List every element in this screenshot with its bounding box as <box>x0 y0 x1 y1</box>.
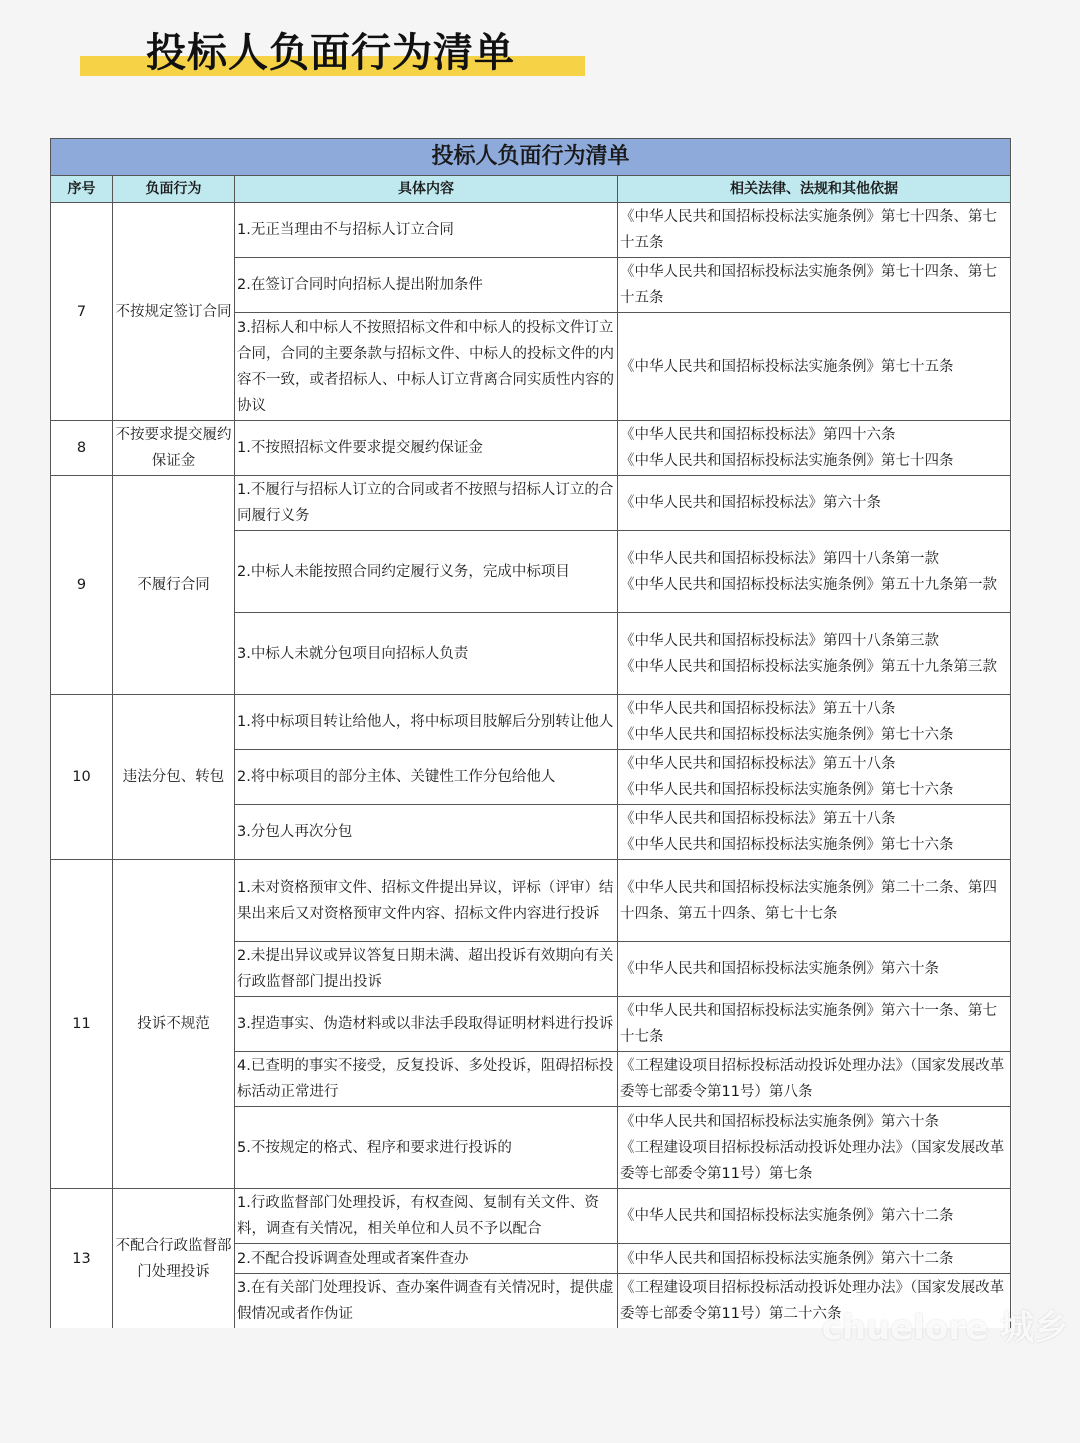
legal-basis-cell: 《中华人民共和国招标投标法》第五十八条 《中华人民共和国招标投标法实施条例》第七十六条 <box>618 805 1011 860</box>
header-behavior: 负面行为 <box>113 176 235 203</box>
legal-basis-cell: 《中华人民共和国招标投标法实施条例》第七十四条、第七十五条 <box>618 203 1011 258</box>
content-cell: 1.行政监督部门处理投诉，有权查阅、复制有关文件、资料，调查有关情况，相关单位和人员不予以配合 <box>235 1189 618 1244</box>
content-cell: 2.将中标项目的部分主体、关键性工作分包给他人 <box>235 750 618 805</box>
content-cell: 3.中标人未就分包项目向招标人负责 <box>235 613 618 695</box>
legal-basis-cell: 《中华人民共和国招标投标法实施条例》第六十条 <box>618 942 1011 997</box>
negative-behavior-cell: 不履行合同 <box>113 476 235 695</box>
row-number: 13 <box>51 1189 113 1329</box>
negative-behavior-cell: 不按要求提交履约保证金 <box>113 421 235 476</box>
header-number: 序号 <box>51 176 113 203</box>
legal-basis-cell: 《中华人民共和国招标投标法》第五十八条 《中华人民共和国招标投标法实施条例》第七十六条 <box>618 695 1011 750</box>
legal-basis-cell: 《中华人民共和国招标投标法》第四十八条第三款 《中华人民共和国招标投标法实施条例》第五十九条第三款 <box>618 613 1011 695</box>
legal-basis-cell: 《中华人民共和国招标投标法实施条例》第七十四条、第七十五条 <box>618 258 1011 313</box>
table-row <box>51 421 1011 476</box>
content-cell: 1.未对资格预审文件、招标文件提出异议，评标（评审）结果出来后又对资格预审文件内容、招标文件内容进行投诉 <box>235 860 618 942</box>
row-number: 9 <box>51 476 113 695</box>
table-caption: 投标人负面行为清单 <box>51 139 1011 176</box>
table-row <box>51 203 1011 258</box>
page-title: 投标人负面行为清单 <box>146 30 515 76</box>
negative-behavior-cell: 不按规定签订合同 <box>113 203 235 421</box>
legal-basis-cell: 《中华人民共和国招标投标法实施条例》第六十一条、第七十七条 <box>618 997 1011 1052</box>
legal-basis-cell: 《中华人民共和国招标投标法实施条例》第六十二条 <box>618 1189 1011 1244</box>
legal-basis-cell: 《中华人民共和国招标投标法实施条例》第二十二条、第四十四条、第五十四条、第七十七条 <box>618 860 1011 942</box>
table-body <box>51 203 1011 1329</box>
legal-basis-cell: 《工程建设项目招标投标活动投诉处理办法》（国家发展改革委等七部委令第11号）第八条 <box>618 1052 1011 1107</box>
content-cell: 1.不按照招标文件要求提交履约保证金 <box>235 421 618 476</box>
content-cell: 3.分包人再次分包 <box>235 805 618 860</box>
content-cell: 3.在有关部门处理投诉、查办案件调查有关情况时，提供虚假情况或者作伪证 <box>235 1274 618 1329</box>
header-content: 具体内容 <box>235 176 618 203</box>
negative-behavior-cell: 违法分包、转包 <box>113 695 235 860</box>
content-cell: 4.已查明的事实不接受，反复投诉、多处投诉，阻碍招标投标活动正常进行 <box>235 1052 618 1107</box>
content-cell: 2.不配合投诉调查处理或者案件查办 <box>235 1244 618 1274</box>
content-cell: 3.招标人和中标人不按照招标文件和中标人的投标文件订立合同，合同的主要条款与招标文件、中标人的投标文件的内容不一致，或者招标人、中标人订立背离合同实质性内容的协议 <box>235 313 618 421</box>
legal-basis-cell: 《中华人民共和国招标投标法》第六十条 <box>618 476 1011 531</box>
negative-behavior-cell: 投诉不规范 <box>113 860 235 1189</box>
title-banner <box>80 22 600 82</box>
table-row <box>51 1189 1011 1244</box>
watermark: chuelore 城乡 <box>821 1308 1068 1348</box>
legal-basis-cell: 《中华人民共和国招标投标法》第四十八条第一款 《中华人民共和国招标投标法实施条例》第五十九条第一款 <box>618 531 1011 613</box>
row-number: 8 <box>51 421 113 476</box>
content-cell: 1.将中标项目转让给他人，将中标项目肢解后分别转让他人 <box>235 695 618 750</box>
table-row <box>51 695 1011 750</box>
negative-behavior-table <box>50 138 1011 1328</box>
legal-basis-cell: 《中华人民共和国招标投标法》第五十八条 《中华人民共和国招标投标法实施条例》第七十六条 <box>618 750 1011 805</box>
content-cell: 3.捏造事实、伪造材料或以非法手段取得证明材料进行投诉 <box>235 997 618 1052</box>
negative-behavior-table-container <box>50 138 1012 1328</box>
table-row <box>51 860 1011 942</box>
legal-basis-cell: 《中华人民共和国招标投标法实施条例》第七十五条 <box>618 313 1011 421</box>
legal-basis-cell: 《工程建设项目招标投标活动投诉处理办法》（国家发展改革委等七部委令第11号）第二十六条 <box>618 1274 1011 1329</box>
content-cell: 2.未提出异议或异议答复日期未满、超出投诉有效期向有关行政监督部门提出投诉 <box>235 942 618 997</box>
header-basis: 相关法律、法规和其他依据 <box>618 176 1011 203</box>
row-number: 11 <box>51 860 113 1189</box>
legal-basis-cell: 《中华人民共和国招标投标法实施条例》第六十二条 <box>618 1244 1011 1274</box>
content-cell: 2.中标人未能按照合同约定履行义务，完成中标项目 <box>235 531 618 613</box>
legal-basis-cell: 《中华人民共和国招标投标法》第四十六条 《中华人民共和国招标投标法实施条例》第七十四条 <box>618 421 1011 476</box>
content-cell: 1.不履行与招标人订立的合同或者不按照与招标人订立的合同履行义务 <box>235 476 618 531</box>
row-number: 10 <box>51 695 113 860</box>
content-cell: 1.无正当理由不与招标人订立合同 <box>235 203 618 258</box>
content-cell: 5.不按规定的格式、程序和要求进行投诉的 <box>235 1107 618 1189</box>
table-row <box>51 476 1011 531</box>
row-number: 7 <box>51 203 113 421</box>
negative-behavior-cell: 不配合行政监督部门处理投诉 <box>113 1189 235 1329</box>
content-cell: 2.在签订合同时向招标人提出附加条件 <box>235 258 618 313</box>
legal-basis-cell: 《中华人民共和国招标投标法实施条例》第六十条 《工程建设项目招标投标活动投诉处理办法》（国家发展改革委等七部委令第11号）第七条 <box>618 1107 1011 1189</box>
